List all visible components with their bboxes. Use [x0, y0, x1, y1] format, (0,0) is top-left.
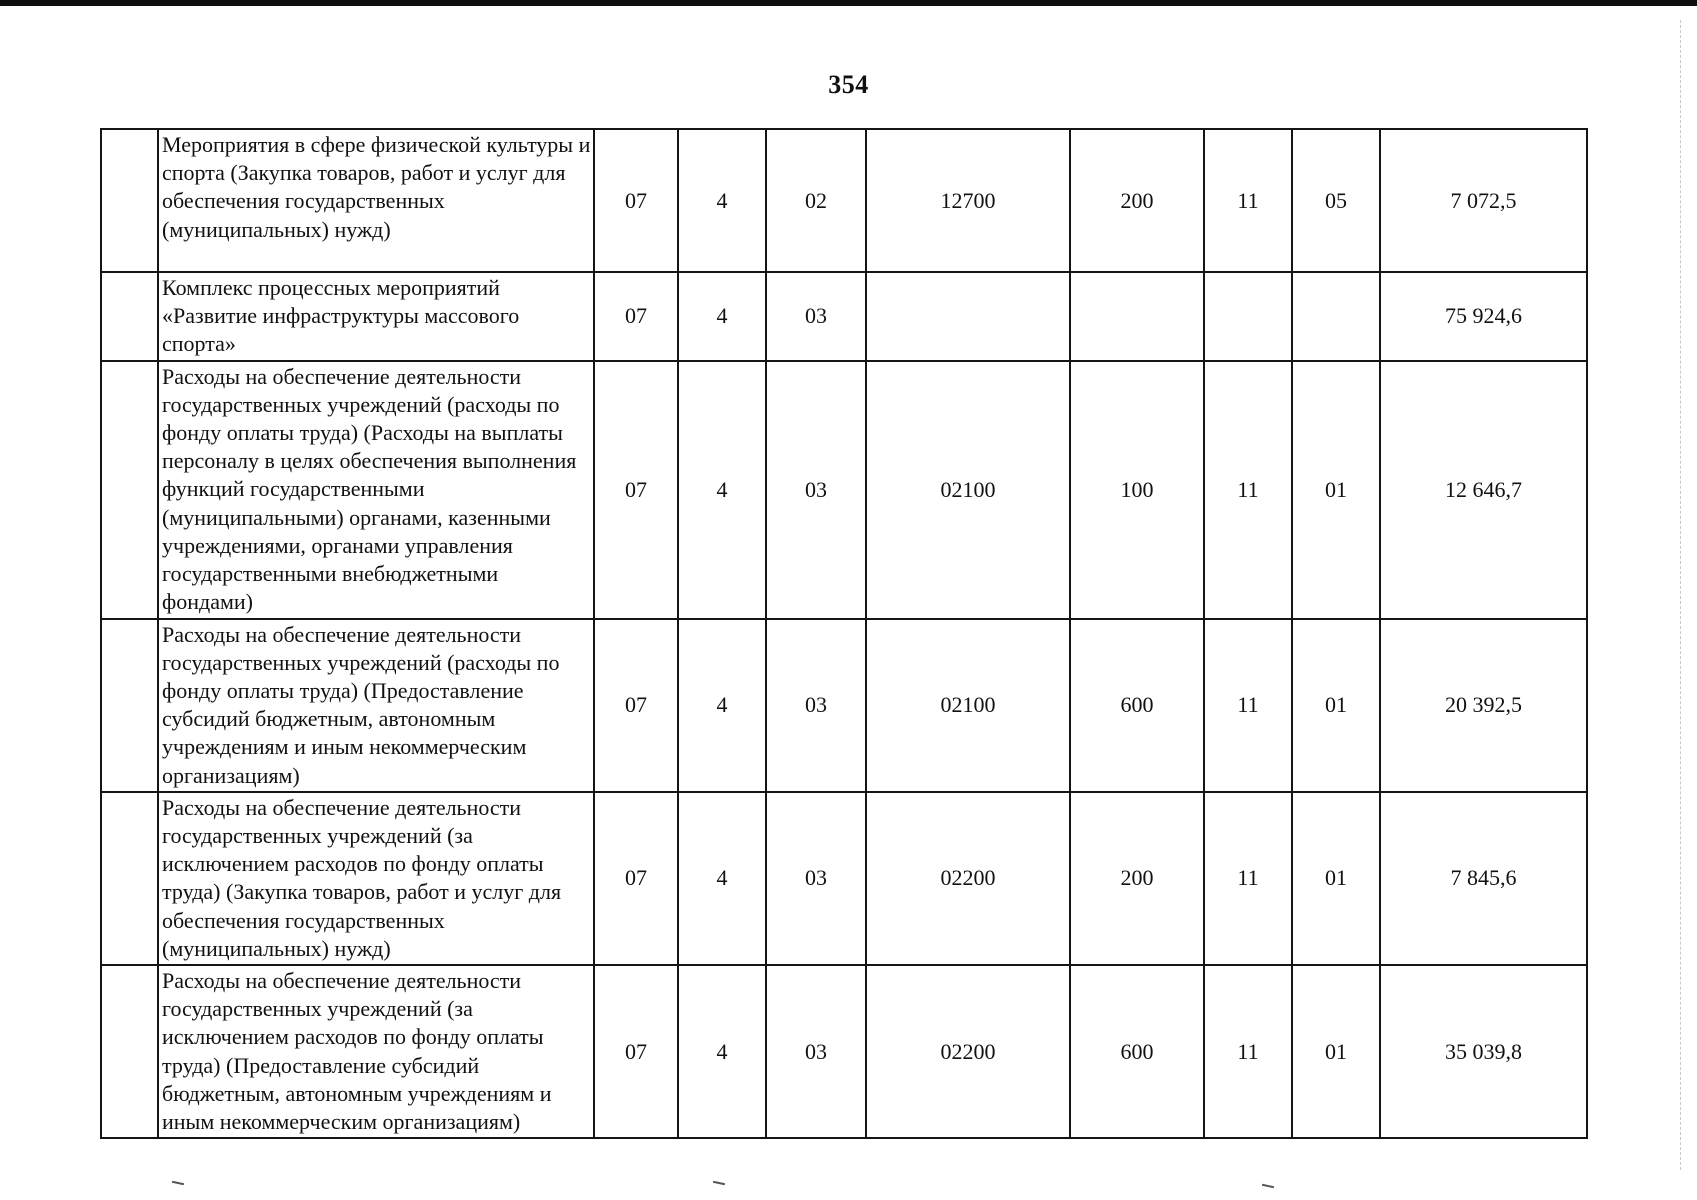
division-code-cell: 11	[1204, 361, 1292, 619]
table-row	[101, 792, 1587, 965]
row-number-cell	[101, 129, 158, 272]
scan-right-edge	[1680, 20, 1683, 1170]
scan-top-border	[0, 0, 1697, 6]
table-row	[101, 272, 1587, 361]
expense-type-code-cell: 600	[1070, 965, 1204, 1138]
expense-name-cell: Расходы на обеспечение деятельности государственных учреждений (расходы по фонду оплаты труда) (Расходы на выплаты персоналу в целях обеспечения выполнения функций государственными (муниципальными) органами, казенными учреждениями, органами управления государственными внебюджетными фондами)	[158, 361, 594, 619]
division-code-cell: 11	[1204, 792, 1292, 965]
expense-name-cell: Мероприятия в сфере физической культуры и спорта (Закупка товаров, работ и услуг для обеспечения государственных (муниципальных) нужд)	[158, 129, 594, 272]
row-number-cell	[101, 619, 158, 792]
subdivision-code-cell: 01	[1292, 792, 1380, 965]
table-row	[101, 619, 1587, 792]
expense-type-code-cell	[1070, 272, 1204, 361]
scan-speck	[713, 1181, 725, 1185]
direction-code-cell: 02200	[866, 965, 1070, 1138]
subdivision-code-cell	[1292, 272, 1380, 361]
program-code-cell: 4	[678, 792, 766, 965]
expense-name-cell: Расходы на обеспечение деятельности государственных учреждений (за исключением расходов по фонду оплаты труда) (Предоставление субсидий бюджетным, автономным учреждениям и иным некоммерческим организациям)	[158, 965, 594, 1138]
direction-code-cell	[866, 272, 1070, 361]
subprogram-code-cell: 03	[766, 272, 866, 361]
division-code-cell: 11	[1204, 619, 1292, 792]
section-code-cell: 07	[594, 619, 678, 792]
expense-type-code-cell: 200	[1070, 792, 1204, 965]
section-code-cell: 07	[594, 129, 678, 272]
row-number-cell	[101, 361, 158, 619]
section-code-cell: 07	[594, 965, 678, 1138]
section-code-cell: 07	[594, 361, 678, 619]
expense-name-cell: Расходы на обеспечение деятельности государственных учреждений (расходы по фонду оплаты труда) (Предоставление субсидий бюджетным, автономным учреждениям и иным некоммерческим организациям)	[158, 619, 594, 792]
subdivision-code-cell: 01	[1292, 361, 1380, 619]
scan-speck	[172, 1181, 184, 1185]
subprogram-code-cell: 03	[766, 792, 866, 965]
subprogram-code-cell: 03	[766, 619, 866, 792]
page-number: 354	[828, 70, 869, 99]
subprogram-code-cell: 03	[766, 361, 866, 619]
amount-cell: 7 072,5	[1380, 129, 1587, 272]
table-row	[101, 965, 1587, 1138]
row-number-cell	[101, 965, 158, 1138]
direction-code-cell: 02100	[866, 619, 1070, 792]
subprogram-code-cell: 02	[766, 129, 866, 272]
division-code-cell: 11	[1204, 965, 1292, 1138]
section-code-cell: 07	[594, 272, 678, 361]
expense-name-cell: Комплекс процессных мероприятий «Развитие инфраструктуры массового спорта»	[158, 272, 594, 361]
amount-cell: 12 646,7	[1380, 361, 1587, 619]
direction-code-cell: 02200	[866, 792, 1070, 965]
subdivision-code-cell: 01	[1292, 965, 1380, 1138]
amount-cell: 20 392,5	[1380, 619, 1587, 792]
program-code-cell: 4	[678, 965, 766, 1138]
subdivision-code-cell: 01	[1292, 619, 1380, 792]
expense-type-code-cell: 100	[1070, 361, 1204, 619]
subdivision-code-cell: 05	[1292, 129, 1380, 272]
row-number-cell	[101, 272, 158, 361]
table-row	[101, 129, 1587, 272]
table-body	[101, 129, 1587, 1138]
amount-cell: 7 845,6	[1380, 792, 1587, 965]
budget-table	[100, 128, 1588, 1139]
scan-speck	[1262, 1184, 1274, 1188]
subprogram-code-cell: 03	[766, 965, 866, 1138]
division-code-cell	[1204, 272, 1292, 361]
expense-type-code-cell: 200	[1070, 129, 1204, 272]
amount-cell: 35 039,8	[1380, 965, 1587, 1138]
program-code-cell: 4	[678, 272, 766, 361]
section-code-cell: 07	[594, 792, 678, 965]
table-row	[101, 361, 1587, 619]
division-code-cell: 11	[1204, 129, 1292, 272]
direction-code-cell: 02100	[866, 361, 1070, 619]
direction-code-cell: 12700	[866, 129, 1070, 272]
expense-type-code-cell: 600	[1070, 619, 1204, 792]
amount-cell: 75 924,6	[1380, 272, 1587, 361]
program-code-cell: 4	[678, 619, 766, 792]
expense-name-cell: Расходы на обеспечение деятельности государственных учреждений (за исключением расходов по фонду оплаты труда) (Закупка товаров, работ и услуг для обеспечения государственных (муниципальных) нужд)	[158, 792, 594, 965]
program-code-cell: 4	[678, 361, 766, 619]
row-number-cell	[101, 792, 158, 965]
program-code-cell: 4	[678, 129, 766, 272]
